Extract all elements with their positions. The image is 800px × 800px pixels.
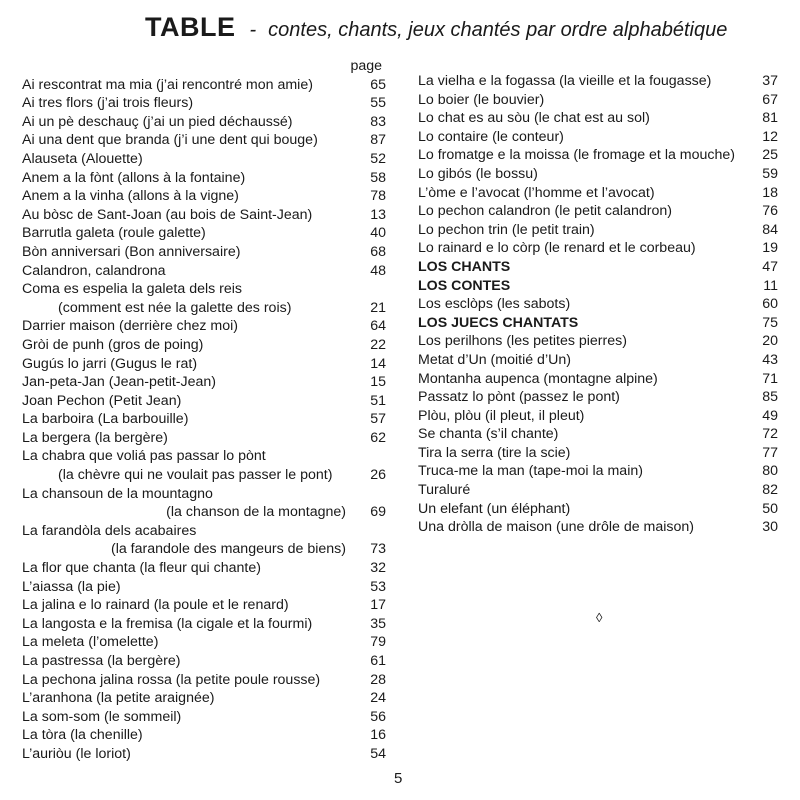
entry-page-number: 11 bbox=[763, 277, 778, 294]
entry-page-number: 14 bbox=[370, 355, 386, 372]
left-column bbox=[22, 57, 386, 764]
toc-entry bbox=[22, 615, 386, 634]
toc-entry-continuation bbox=[22, 466, 386, 485]
entry-page-number: 15 bbox=[370, 374, 386, 391]
entry-page-number: 21 bbox=[370, 299, 386, 316]
entry-title: La bergera (la bergère) bbox=[22, 429, 168, 446]
toc-entry bbox=[22, 429, 386, 448]
entry-title: La pastressa (la bergère) bbox=[22, 653, 181, 669]
toc-entry bbox=[22, 373, 386, 392]
entry-page-number: 82 bbox=[762, 482, 778, 499]
entry-translation: (la chanson de la montagne) bbox=[166, 504, 346, 521]
entry-title: Truca-me la man (tape-moi la main) bbox=[418, 463, 643, 480]
entry-page-number: 49 bbox=[762, 407, 778, 424]
entry-page-number: 67 bbox=[762, 91, 778, 108]
toc-entry bbox=[418, 165, 778, 184]
toc-entry bbox=[22, 392, 386, 411]
entry-page-number: 55 bbox=[370, 95, 386, 112]
entry-title: La langosta e la fremisa (la cigale et la fourmi) bbox=[22, 615, 313, 632]
toc-section-heading bbox=[418, 314, 778, 333]
entry-page-number: 18 bbox=[762, 184, 778, 201]
toc-entry bbox=[418, 239, 778, 258]
entry-page-number: 57 bbox=[370, 411, 386, 428]
entry-page-number: 77 bbox=[762, 444, 778, 461]
toc-entry bbox=[418, 425, 778, 444]
entry-page-number: 51 bbox=[370, 392, 386, 409]
entry-page-number: 78 bbox=[370, 188, 386, 205]
toc-entry bbox=[22, 447, 386, 466]
entry-page-number: 16 bbox=[370, 727, 386, 744]
entry-page-number: 81 bbox=[762, 110, 778, 127]
page-column-header: page bbox=[350, 58, 382, 74]
toc-entry bbox=[22, 745, 386, 764]
entry-page-number: 83 bbox=[370, 113, 386, 130]
entry-page-number: 59 bbox=[762, 165, 778, 182]
entry-title: La meleta (l’omelette) bbox=[22, 634, 159, 651]
entry-title: Ai tres flors (j’ai trois fleurs) bbox=[22, 95, 194, 112]
toc-entry bbox=[22, 131, 386, 150]
entry-title: Joan Pechon (Petit Jean) bbox=[22, 392, 182, 409]
entry-title: La chabra que voliá pas passar lo pònt bbox=[22, 448, 266, 465]
toc-entry bbox=[418, 388, 778, 407]
entry-page-number: 22 bbox=[370, 336, 386, 353]
toc-entry bbox=[22, 671, 386, 690]
entry-title: Los perilhons (les petites pierres) bbox=[418, 333, 627, 350]
entry-page-number: 48 bbox=[370, 262, 386, 279]
entry-title: La flor que chanta (la fleur qui chante) bbox=[22, 560, 261, 577]
entry-page-number: 76 bbox=[762, 203, 778, 220]
entry-title: Jan-peta-Jan (Jean-petit-Jean) bbox=[22, 374, 216, 391]
toc-entry bbox=[418, 518, 778, 537]
entry-title: Alauseta (Alouette) bbox=[22, 150, 143, 167]
toc-entry bbox=[22, 243, 386, 262]
entry-page-number: 80 bbox=[762, 463, 778, 480]
entry-page-number: 47 bbox=[762, 258, 778, 275]
entry-page-number: 73 bbox=[370, 541, 386, 558]
toc-entry bbox=[22, 355, 386, 374]
entry-page-number: 64 bbox=[370, 318, 386, 335]
entry-page-number: 20 bbox=[762, 333, 778, 350]
entry-page-number: 71 bbox=[762, 370, 778, 387]
entry-title: La vielha e la fogassa (la vieille et la fougasse) bbox=[418, 73, 712, 89]
entry-page-number: 28 bbox=[370, 671, 386, 688]
entry-title: Ai una dent que branda (j’i une dent qui bouge) bbox=[22, 132, 318, 149]
entry-title: Anem a la fònt (allons à la fontaine) bbox=[22, 169, 246, 186]
entry-title: Lo contaire (le conteur) bbox=[418, 128, 564, 145]
toc-entry bbox=[22, 150, 386, 169]
entry-title: Lo chat es au sòu (le chat est au sol) bbox=[418, 110, 650, 127]
entry-title: Se chanta (s’il chante) bbox=[418, 426, 559, 443]
entry-page-number: 30 bbox=[762, 519, 778, 536]
entry-title: LOS JUECS CHANTATS bbox=[418, 314, 579, 331]
page-title bbox=[145, 10, 727, 49]
entry-title: La chansoun de la mountagno bbox=[22, 485, 213, 502]
entry-page-number: 87 bbox=[370, 132, 386, 149]
entry-title: L’auriòu (le loriot) bbox=[22, 745, 131, 762]
entry-page-number: 68 bbox=[370, 243, 386, 260]
toc-entry bbox=[22, 708, 386, 727]
toc-entry bbox=[418, 202, 778, 221]
entry-page-number: 54 bbox=[370, 745, 386, 762]
entry-translation: (la chèvre qui ne voulait pas passer le pont) bbox=[58, 467, 333, 484]
entry-page-number: 85 bbox=[762, 389, 778, 406]
toc-entry bbox=[22, 169, 386, 188]
entry-title: Passatz lo pònt (passez le pont) bbox=[418, 389, 620, 406]
entry-page-number: 69 bbox=[370, 504, 386, 521]
title-subtitle: contes, chants, jeux chantés par ordre alphabétique bbox=[268, 19, 728, 41]
toc-entry bbox=[22, 262, 386, 281]
entry-title: LOS CHANTS bbox=[418, 258, 511, 275]
toc-entry bbox=[22, 410, 386, 429]
entry-title: Gugús lo jarri (Gugus le rat) bbox=[22, 355, 198, 372]
entry-title: Lo pechon calandron (le petit calandron) bbox=[418, 203, 672, 220]
toc-entry bbox=[22, 113, 386, 132]
entry-page-number: 53 bbox=[370, 578, 386, 595]
toc-entry bbox=[418, 500, 778, 519]
toc-entry bbox=[22, 336, 386, 355]
entry-page-number: 24 bbox=[370, 690, 386, 707]
entry-title: Turaluré bbox=[418, 482, 471, 499]
toc-entry bbox=[418, 184, 778, 203]
entry-title: La tòra (la chenille) bbox=[22, 727, 143, 744]
entry-page-number: 52 bbox=[370, 150, 386, 167]
left-entry-list bbox=[22, 76, 386, 764]
toc-entry bbox=[22, 578, 386, 597]
entry-title: La som-som (le sommeil) bbox=[22, 708, 182, 725]
entry-page-number: 37 bbox=[762, 73, 778, 89]
page-number: 5 bbox=[394, 770, 403, 787]
toc-entry bbox=[22, 187, 386, 206]
entry-title: Lo rainard e lo còrp (le renard et le corbeau) bbox=[418, 240, 696, 257]
entry-title: Lo fromatge e la moissa (le fromage et la mouche) bbox=[418, 147, 736, 164]
entry-page-number: 58 bbox=[370, 169, 386, 186]
toc-entry bbox=[22, 485, 386, 504]
toc-entry bbox=[418, 407, 778, 426]
entry-title: L’aranhona (la petite araignée) bbox=[22, 690, 215, 707]
toc-entry bbox=[22, 633, 386, 652]
toc-entry bbox=[418, 109, 778, 128]
toc-entry bbox=[418, 91, 778, 110]
entry-page-number: 17 bbox=[370, 597, 386, 614]
entry-page-number: 75 bbox=[762, 314, 778, 331]
toc-entry bbox=[22, 522, 386, 541]
toc-entry-continuation bbox=[22, 503, 386, 522]
entry-title: Montanha aupenca (montagne alpine) bbox=[418, 370, 658, 387]
toc-entry bbox=[22, 224, 386, 243]
toc-entry bbox=[22, 280, 386, 299]
toc-entry bbox=[418, 146, 778, 165]
entry-page-number: 79 bbox=[370, 634, 386, 651]
entry-page-number: 12 bbox=[762, 128, 778, 145]
diamond-ornament-icon: ◊ bbox=[596, 610, 603, 625]
entry-page-number: 60 bbox=[762, 296, 778, 313]
entry-title: Metat d’Un (moitié d’Un) bbox=[418, 351, 571, 368]
entry-title: LOS CONTES bbox=[418, 277, 511, 294]
entry-title: Coma es espelia la galeta dels reis bbox=[22, 281, 243, 298]
toc-entry bbox=[418, 295, 778, 314]
entry-page-number: 84 bbox=[762, 221, 778, 238]
toc-entry-continuation bbox=[22, 299, 386, 318]
entry-title: Plòu, plòu (il pleut, il pleut) bbox=[418, 407, 585, 424]
entry-title: Lo boier (le bouvier) bbox=[418, 91, 545, 108]
toc-entry bbox=[22, 559, 386, 578]
entry-title: Calandron, calandrona bbox=[22, 262, 166, 279]
entry-page-number: 43 bbox=[762, 351, 778, 368]
toc-entry bbox=[22, 94, 386, 113]
entry-page-number: 26 bbox=[370, 467, 386, 484]
entry-page-number: 35 bbox=[370, 615, 386, 632]
entry-title: L’òme e l’avocat (l’homme et l’avocat) bbox=[418, 184, 655, 201]
title-separator: - bbox=[249, 19, 257, 41]
entry-title: La farandòla dels acabaires bbox=[22, 522, 197, 539]
entry-title: La pechona jalina rossa (la petite poule rousse) bbox=[22, 671, 321, 688]
entry-title: Lo gibós (le bossu) bbox=[418, 165, 538, 182]
entry-title: Barrutla galeta (roule galette) bbox=[22, 225, 206, 242]
entry-page-number: 25 bbox=[762, 147, 778, 164]
entry-title: Ai un pè deschauç (j’ai un pied déchaussé) bbox=[22, 113, 293, 130]
toc-entry bbox=[418, 444, 778, 463]
toc-entry bbox=[418, 221, 778, 240]
entry-title: Tira la serra (tire la scie) bbox=[418, 444, 571, 461]
toc-entry bbox=[22, 596, 386, 615]
toc-entry bbox=[22, 726, 386, 745]
entry-page-number: 65 bbox=[370, 76, 386, 93]
entry-page-number: 50 bbox=[762, 500, 778, 517]
entry-page-number: 56 bbox=[370, 708, 386, 725]
toc-entry bbox=[418, 370, 778, 389]
toc-entry bbox=[22, 317, 386, 336]
entry-title: Darrier maison (derrière chez moi) bbox=[22, 318, 239, 335]
toc-entry bbox=[418, 128, 778, 147]
entry-title: Au bòsc de Sant-Joan (au bois de Saint-Jean) bbox=[22, 206, 313, 223]
toc-entry bbox=[418, 481, 778, 500]
entry-title: Los esclòps (les sabots) bbox=[418, 296, 571, 313]
entry-title: Ai rescontrat ma mia (j’ai rencontré mon amie) bbox=[22, 76, 313, 93]
toc-section-heading bbox=[418, 277, 778, 296]
entry-page-number: 13 bbox=[370, 206, 386, 223]
toc-entry bbox=[418, 332, 778, 351]
toc-section-heading bbox=[418, 258, 778, 277]
entry-title: Un elefant (un éléphant) bbox=[418, 500, 571, 517]
entry-title: Gròi de punh (gros de poing) bbox=[22, 336, 204, 353]
entry-title: Bòn anniversari (Bon anniversaire) bbox=[22, 243, 241, 260]
right-column bbox=[418, 72, 778, 537]
entry-title: Anem a la vinha (allons à la vigne) bbox=[22, 188, 239, 205]
toc-entry bbox=[22, 689, 386, 708]
toc-entry bbox=[22, 652, 386, 671]
entry-title: La barboira (La barbouille) bbox=[22, 411, 189, 428]
toc-entry bbox=[22, 206, 386, 225]
entry-title: Una dròlla de maison (une drôle de maison) bbox=[418, 519, 695, 536]
toc-entry bbox=[418, 351, 778, 370]
right-entry-list bbox=[418, 72, 778, 537]
entry-translation: (la farandole des mangeurs de biens) bbox=[110, 541, 346, 558]
entry-page-number: 62 bbox=[370, 429, 386, 446]
entry-title: L’aiassa (la pie) bbox=[22, 578, 121, 595]
entry-page-number: 40 bbox=[370, 225, 386, 242]
entry-page-number: 32 bbox=[370, 560, 386, 577]
entry-translation: (comment est née la galette des rois) bbox=[58, 299, 292, 316]
entry-title: Lo pechon trin (le petit train) bbox=[418, 221, 595, 238]
toc-entry bbox=[418, 72, 778, 91]
toc-entry bbox=[418, 462, 778, 481]
title-main: TABLE bbox=[145, 12, 236, 42]
entry-page-number: 72 bbox=[762, 426, 778, 443]
toc-entry-continuation bbox=[22, 540, 386, 559]
entry-page-number: 19 bbox=[762, 240, 778, 257]
entry-page-number: 61 bbox=[370, 653, 386, 669]
toc-entry bbox=[22, 76, 386, 95]
entry-title: La jalina e lo rainard (la poule et le renard) bbox=[22, 597, 289, 614]
